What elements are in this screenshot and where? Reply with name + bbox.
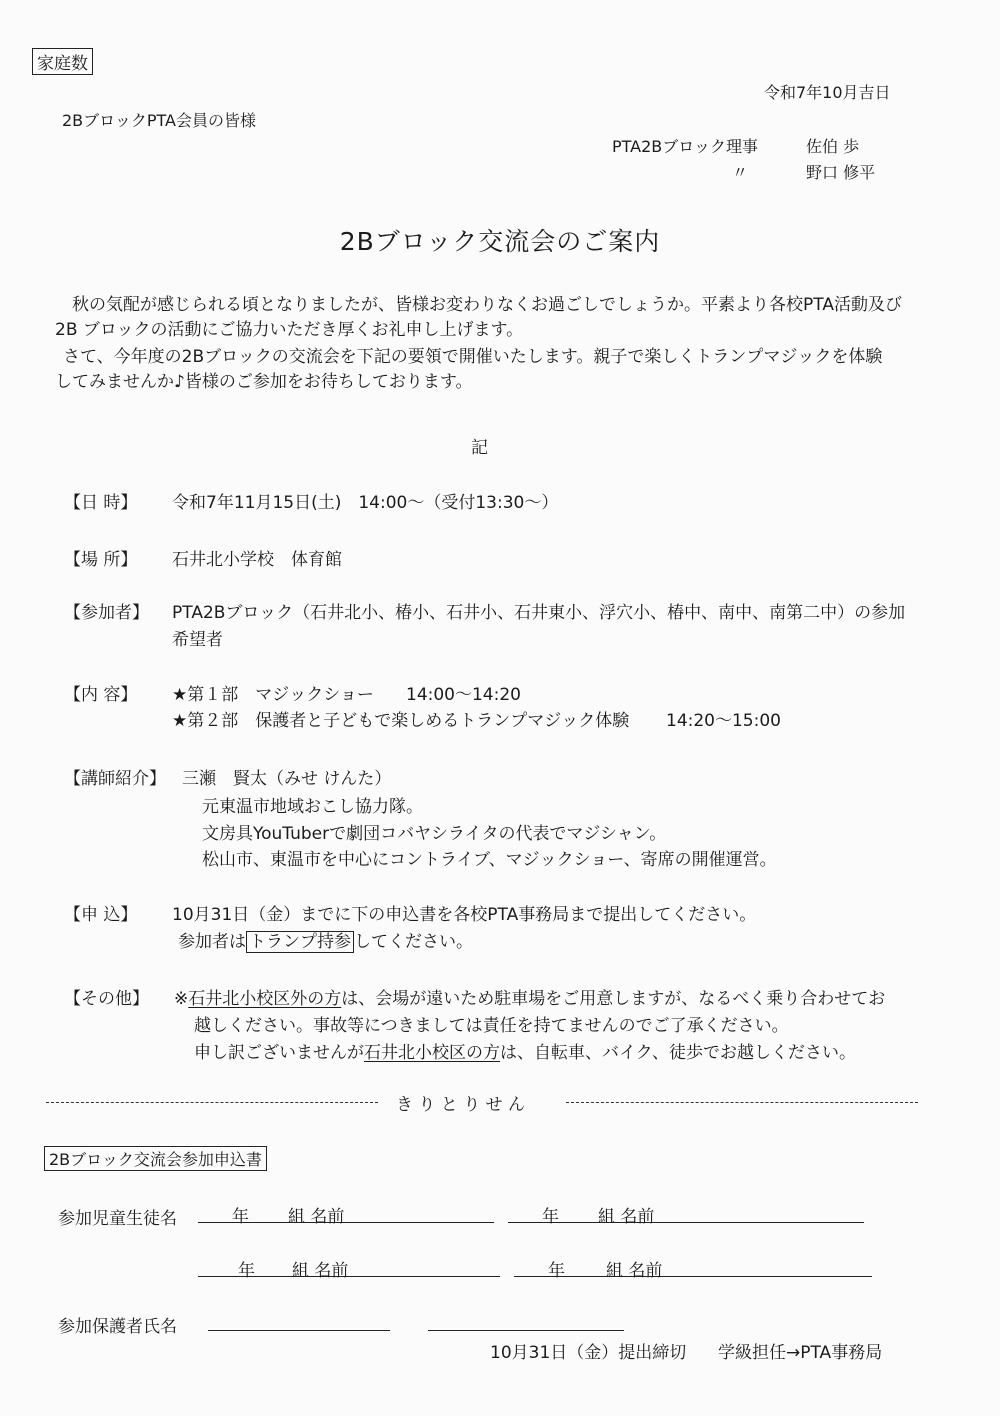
bring-cards-box: トランプ持参: [246, 931, 354, 953]
guardian-2-line[interactable]: [428, 1330, 624, 1331]
sender-name-2: 野口 修平: [806, 163, 876, 182]
student-4-line[interactable]: [514, 1276, 872, 1277]
intro-p2-line1: さて、今年度の2Bブロックの交流会を下記の要領で開催いたします。親子で楽しくトランプマジックを体験: [63, 347, 883, 367]
student-2-line[interactable]: [508, 1222, 864, 1223]
part1-name: ★第１部 マジックショー: [172, 685, 374, 705]
other-line-3: [194, 1038, 856, 1063]
student-3-class-name: 組 名前: [292, 1261, 349, 1281]
place-value: 石井北小学校 体育館: [172, 550, 342, 570]
student-1-grade: 年: [232, 1207, 249, 1227]
datetime-value: 令和7年11月15日(土) 14:00～（受付13:30～）: [172, 493, 559, 513]
participants-line-2: 希望者: [172, 630, 223, 650]
part1-time: 14:00～14:20: [406, 685, 521, 705]
apply-line-2: [178, 927, 473, 952]
submission-route: 学級担任→PTA事務局: [718, 1343, 883, 1363]
apply-line-2-pre: 参加者は: [178, 932, 246, 952]
intro-p1-line2: 2B ブロックの活動にご協力いただき厚くお礼申し上げます。: [55, 320, 524, 340]
intro-paragraph-1: [55, 293, 925, 343]
participants-line-1: PTA2Bブロック（石井北小、椿小、石井小、石井東小、浮穴小、椿中、南中、南第二中）の参加: [172, 603, 906, 623]
note-mark: ※: [174, 989, 189, 1009]
datetime-label: 【日 時】: [64, 493, 138, 513]
outside-district-text: 石井北小校区外の方: [188, 989, 342, 1009]
other-label: 【その他】: [64, 989, 149, 1009]
student-3-grade: 年: [238, 1261, 255, 1281]
intro-p2-line2: してみませんか♪皆様のご参加をお待ちしております。: [55, 372, 473, 392]
document-title: 2Bブロック交流会のご案内: [339, 227, 661, 256]
recipient: 2BブロックPTA会員の皆様: [62, 111, 256, 130]
lecturer-bio-3: 松山市、東温市を中心にコントライブ、マジックショー、寄席の開催運営。: [202, 850, 777, 870]
lecturer-bio-1: 元東温市地域おこし協力隊。: [202, 797, 423, 817]
other-line-2: 越しください。事故等につきましては責任を持てませんのでご了承ください。: [194, 1016, 789, 1036]
lecturer-name: 三瀬 賢太（みせ けんた）: [182, 769, 392, 789]
apply-label: 【申 込】: [64, 905, 138, 925]
intro-p1-line1: 秋の気配が感じられる頃となりましたが、皆様お変わりなくお過ごしでしょうか。平素より各校PTA活動及び: [72, 295, 902, 315]
student-3-line[interactable]: [198, 1276, 500, 1277]
student-4-grade: 年: [548, 1261, 565, 1281]
content-label: 【内 容】: [64, 685, 138, 705]
issue-date: 令和7年10月吉日: [764, 83, 891, 102]
student-2-class-name: 組 名前: [598, 1207, 655, 1227]
intro-paragraph-2: [55, 345, 925, 395]
participants-label: 【参加者】: [64, 603, 149, 623]
other-line-3-pre: 申し訳ございませんが: [194, 1043, 364, 1063]
sender-role: PTA2Bブロック理事: [612, 137, 758, 156]
student-4-class-name: 組 名前: [606, 1261, 663, 1281]
part2-time: 14:20～15:00: [666, 711, 781, 731]
guardian-1-line[interactable]: [208, 1330, 390, 1331]
sender-name-1: 佐伯 歩: [806, 137, 860, 156]
apply-line-2-post: してください。: [354, 932, 473, 952]
lecturer-bio-2: 文房具YouTuberで劇団コバヤシライタの代表でマジシャン。: [202, 824, 667, 844]
other-line-3-post: は、自転車、バイク、徒歩でお越しください。: [500, 1043, 856, 1063]
cut-dashes-left: [46, 1102, 378, 1103]
household-count-tag: 家庭数: [32, 48, 93, 75]
other-line-1-rest: は、会場が遠いため駐車場をご用意しますが、なるべく乗り合わせてお: [341, 989, 886, 1009]
cut-dashes-right: [566, 1102, 918, 1103]
guardian-name-label: 参加保護者氏名: [58, 1317, 177, 1337]
student-1-class-name: 組 名前: [288, 1207, 345, 1227]
student-2-grade: 年: [542, 1207, 559, 1227]
student-name-label: 参加児童生徒名: [58, 1209, 177, 1229]
part2-name: ★第２部 保護者と子どもで楽しめるトランプマジック体験: [172, 711, 630, 731]
apply-line-1: 10月31日（金）までに下の申込書を各校PTA事務局まで提出してください。: [172, 905, 757, 925]
lecturer-label: 【講師紹介】: [64, 769, 166, 789]
inside-district-text: 石井北小校区の方: [364, 1043, 500, 1063]
form-title: 2Bブロック交流会参加申込書: [44, 1146, 267, 1171]
sender-ditto: 〃: [732, 163, 749, 182]
other-line-1: [174, 984, 885, 1009]
deadline-note: 10月31日（金）提出締切: [490, 1343, 687, 1363]
student-1-line[interactable]: [198, 1222, 494, 1223]
place-label: 【場 所】: [64, 550, 138, 570]
ki-heading: 記: [471, 438, 488, 458]
cut-line-label: き り と り せ ん: [396, 1095, 526, 1115]
